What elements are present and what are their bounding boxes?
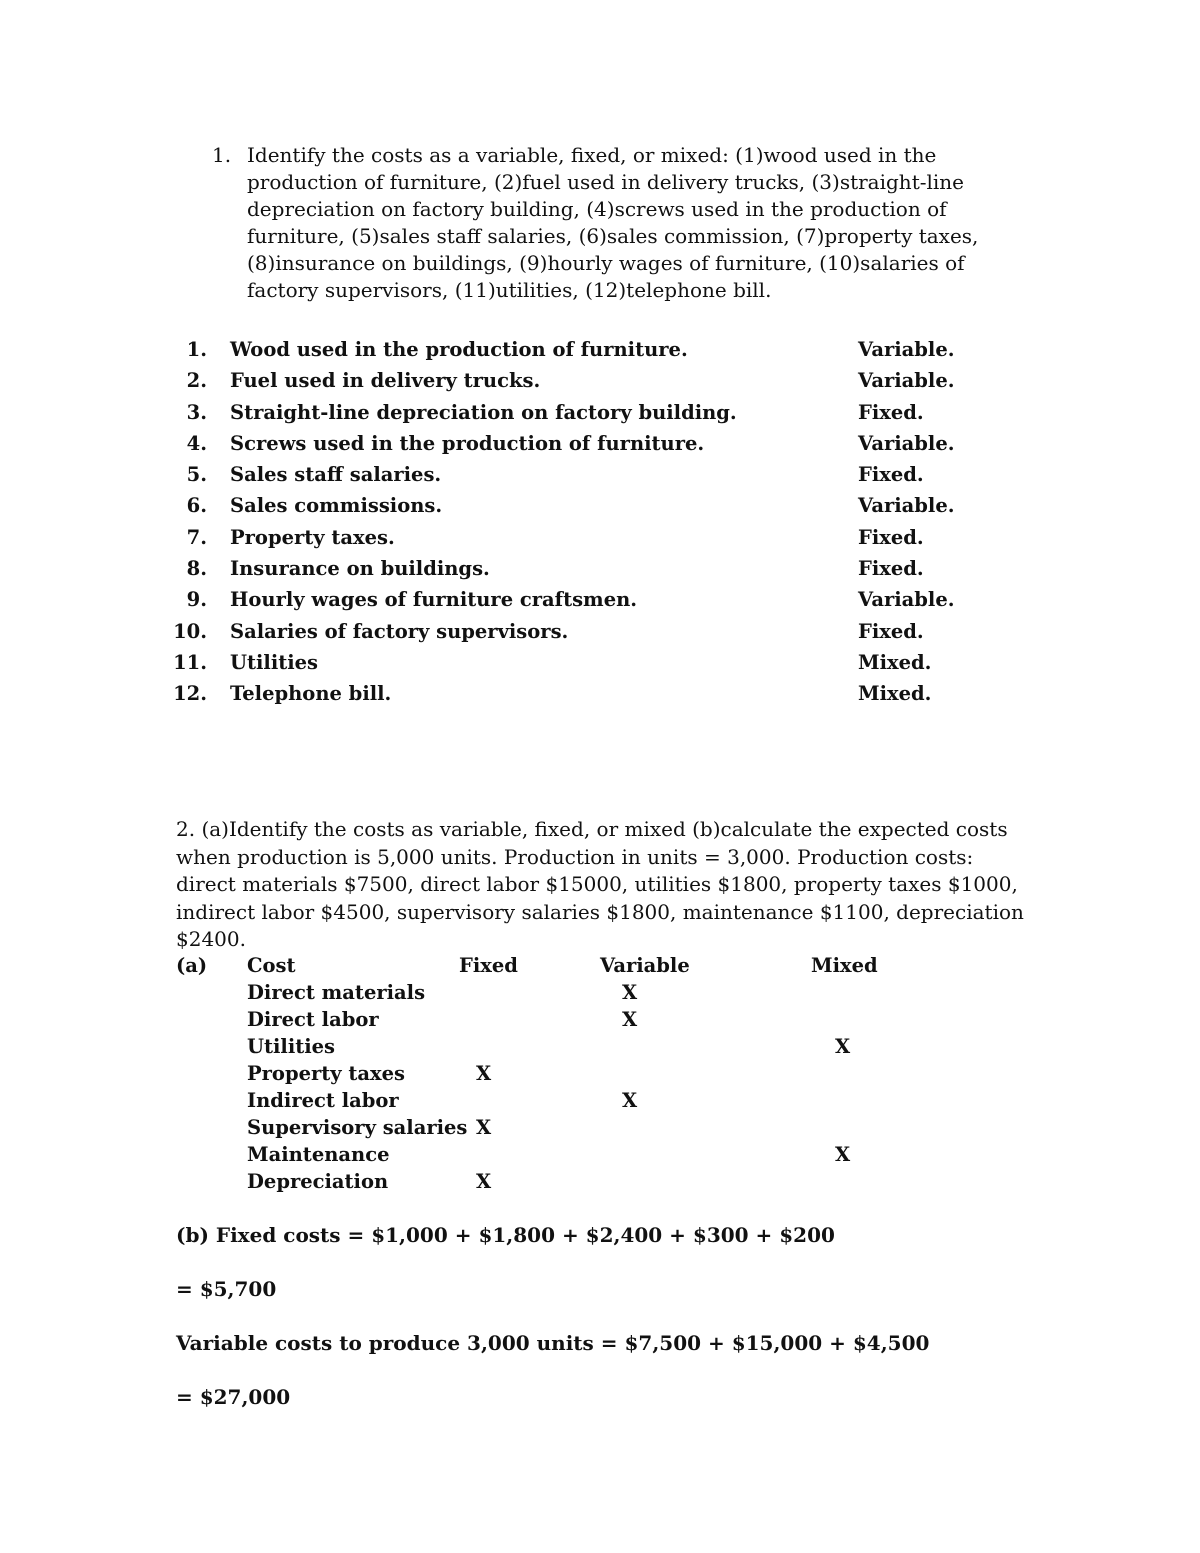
cost-name: Depreciation xyxy=(247,1170,389,1193)
variable-costs-total: = $27,000 xyxy=(176,1385,291,1409)
answer-item: Wood used in the production of furniture. xyxy=(230,338,688,361)
answer-number: 8. xyxy=(186,557,207,581)
cost-name: Property taxes xyxy=(247,1062,406,1085)
cost-name: Indirect labor xyxy=(247,1089,399,1112)
variable-mark: X xyxy=(622,1089,638,1112)
answer-row xyxy=(170,334,990,365)
fixed-mark: X xyxy=(476,1170,492,1193)
answer-item: Insurance on buildings. xyxy=(230,557,490,581)
answer-row xyxy=(170,459,990,490)
answer-number: 10. xyxy=(173,619,207,643)
answer-item: Telephone bill. xyxy=(230,682,392,706)
part-a-label: (a) xyxy=(176,954,208,977)
answer-row xyxy=(170,397,990,428)
answer-row xyxy=(170,584,990,615)
cost-table-row xyxy=(176,1033,936,1060)
cost-name: Supervisory salaries xyxy=(247,1116,468,1139)
answer-item: Straight-line depreciation on factory building. xyxy=(230,400,737,424)
answer-classification: Variable. xyxy=(858,369,955,393)
answer-number: 7. xyxy=(186,525,207,549)
answer-item: Fuel used in delivery trucks. xyxy=(230,369,541,393)
cost-table-row xyxy=(176,1114,936,1141)
variable-mark: X xyxy=(622,1008,638,1031)
mixed-mark: X xyxy=(835,1035,851,1058)
variable-mark: X xyxy=(622,981,638,1004)
answer-number: 2. xyxy=(186,369,207,393)
cost-table-row xyxy=(176,1141,936,1168)
cost-table-row xyxy=(176,1006,936,1033)
answer-classification: Variable. xyxy=(858,494,955,518)
answer-row xyxy=(170,522,990,553)
answer-classification: Mixed. xyxy=(858,682,932,706)
cost-name: Utilities xyxy=(247,1035,336,1058)
header-mixed: Mixed xyxy=(811,954,878,977)
answer-item: Hourly wages of furniture craftsmen. xyxy=(230,588,638,612)
answer-number: 5. xyxy=(186,463,207,487)
fixed-mark: X xyxy=(476,1062,492,1085)
question-1-text: Identify the costs as a variable, fixed, or mixed: (1)wood used in the production of furniture, (2)fuel used in delivery trucks, (3)straight-line depreciation on factory building, (4)screws used in the production of furniture, (5)sales staff salaries, (6)sales commission, (7)property taxes, (8)insurance on buildings, (9)hourly wages of furniture, (10)salaries of factory supervisors, (11)utilities, (12)telephone bill. xyxy=(247,143,979,302)
fixed-mark: X xyxy=(476,1116,492,1139)
variable-costs-line: Variable costs to produce 3,000 units = $7,500 + $15,000 + $4,500 xyxy=(176,1331,930,1355)
answer-number: 4. xyxy=(186,431,207,455)
cost-table-row xyxy=(176,979,936,1006)
fixed-costs-total: = $5,700 xyxy=(176,1277,277,1301)
answer-number: 1. xyxy=(186,338,207,361)
answer-classification: Fixed. xyxy=(858,525,924,549)
question-2-text: 2. (a)Identify the costs as variable, fixed, or mixed (b)calculate the expected costs when production is 5,000 units. Production in units = 3,000. Production costs: direct materials $7500, direct labor $15000, utilities $1800, property taxes $1000, indirect labor $4500, supervisory salaries $1800, maintenance $1100, depreciation $2400. xyxy=(176,817,1024,951)
answer-list-1 xyxy=(170,334,990,710)
answer-classification: Variable. xyxy=(858,338,955,361)
cost-classification-table xyxy=(176,952,936,1195)
header-cost: Cost xyxy=(247,954,296,977)
answer-row xyxy=(170,365,990,396)
answer-number: 3. xyxy=(186,400,207,424)
answer-item: Screws used in the production of furniture. xyxy=(230,431,705,455)
header-fixed: Fixed xyxy=(459,954,518,977)
answer-item: Sales commissions. xyxy=(230,494,443,518)
answer-row xyxy=(170,616,990,647)
mixed-mark: X xyxy=(835,1143,851,1166)
fixed-costs-line: (b) Fixed costs = $1,000 + $1,800 + $2,400 + $300 + $200 xyxy=(176,1223,835,1247)
cost-table-row xyxy=(176,1060,936,1087)
header-variable: Variable xyxy=(600,954,690,977)
answer-row xyxy=(170,490,990,521)
answer-item: Utilities xyxy=(230,650,319,674)
answer-classification: Variable. xyxy=(858,431,955,455)
answer-classification: Fixed. xyxy=(858,463,924,487)
answer-item: Property taxes. xyxy=(230,525,395,549)
cost-table-header xyxy=(176,952,936,979)
cost-name: Direct labor xyxy=(247,1008,379,1031)
answer-number: 11. xyxy=(173,650,207,674)
answer-classification: Fixed. xyxy=(858,619,924,643)
cost-table-row xyxy=(176,1168,936,1195)
answer-number: 12. xyxy=(173,682,207,706)
answer-classification: Fixed. xyxy=(858,557,924,581)
cost-name: Direct materials xyxy=(247,981,426,1004)
answer-row xyxy=(170,428,990,459)
answer-item: Sales staff salaries. xyxy=(230,463,442,487)
answer-row xyxy=(170,553,990,584)
answer-item: Salaries of factory supervisors. xyxy=(230,619,569,643)
answer-classification: Variable. xyxy=(858,588,955,612)
question-1-number: 1. xyxy=(212,143,232,167)
cost-table-row xyxy=(176,1087,936,1114)
answer-row xyxy=(170,647,990,678)
answer-classification: Fixed. xyxy=(858,400,924,424)
answer-number: 9. xyxy=(186,588,207,612)
answer-number: 6. xyxy=(186,494,207,518)
answer-row xyxy=(170,678,990,709)
answer-classification: Mixed. xyxy=(858,650,932,674)
cost-name: Maintenance xyxy=(247,1143,390,1166)
